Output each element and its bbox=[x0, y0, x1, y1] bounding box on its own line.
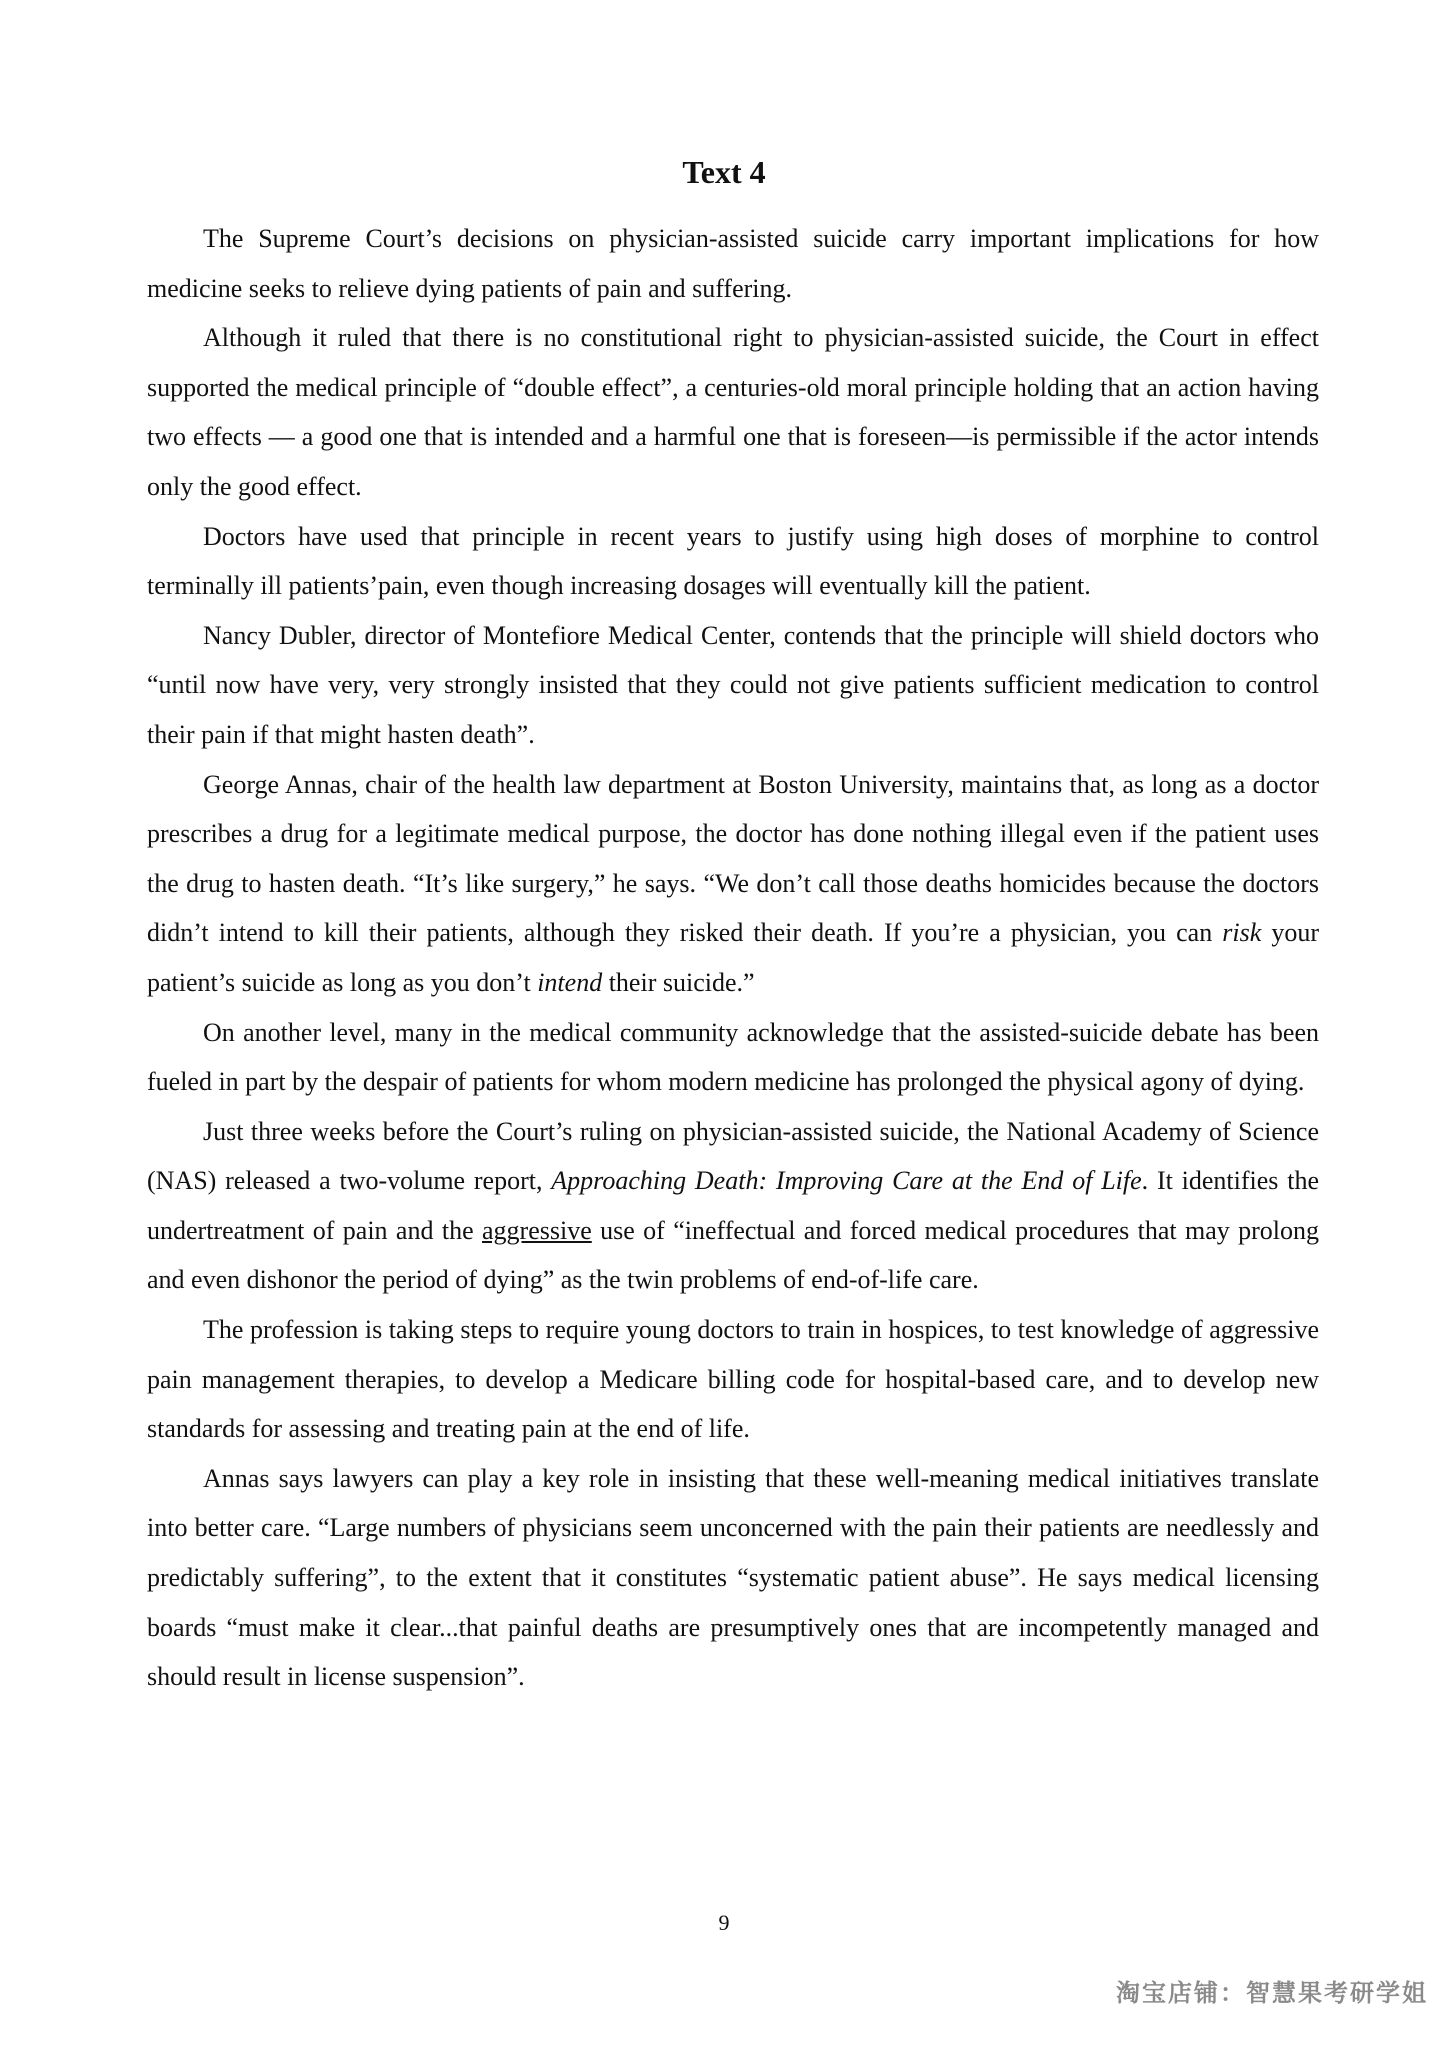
paragraph-8: The profession is taking steps to require young doctors to train in hospices, to test knowledge of aggressive pain management therapies, to develop a Medicare billing code for hospital-based care, and to develop new standards for assessing and treating pain at the end of life. bbox=[147, 1315, 1319, 1444]
paragraph-7-part-3: use of “ineffectual and forced medical procedures that may prolong and even dishonor the period of dying” as the twin problems of end-of-life care. bbox=[147, 1215, 1319, 1295]
shop-watermark: 淘宝店铺：智慧果考研学姐 bbox=[1116, 1979, 1428, 2007]
paragraph-7 bbox=[147, 1107, 1319, 1305]
paragraph-4: Nancy Dubler, director of Montefiore Medical Center, contends that the principle will shield doctors who “until now have very, very strongly insisted that they could not give patients sufficient medication to control their pain if that might hasten death”. bbox=[147, 620, 1319, 749]
paragraph-7-part-1: Just three weeks before the Court’s ruling on physician-assisted suicide, the National Academy of Science (NAS) released a two-volume report, bbox=[147, 1116, 1319, 1196]
paragraph-5-part-2: your patient’s suicide as long as you don’t bbox=[147, 918, 1319, 997]
paragraph-3: Doctors have used that principle in recent years to justify using high doses of morphine to control terminally ill patients’pain, even though increasing dosages will eventually kill the patient. bbox=[147, 521, 1319, 601]
page-number: 9 bbox=[718, 1910, 730, 1935]
page-title: Text 4 bbox=[682, 154, 766, 190]
italic-intend: intend bbox=[537, 967, 603, 997]
paragraph-9: Annas says lawyers can play a key role in insisting that these well-meaning medical initiatives translate into better care. “Large numbers of physicians seem unconcerned with the pain their patients are needlessly and predictably suffering”, to the extent that it constitutes “systematic patient abuse”. He says medical licensing boards “must make it clear...that painful deaths are presumptively ones that are incompetently managed and should result in license suspension”. bbox=[147, 1463, 1319, 1692]
paragraph-6: On another level, many in the medical community acknowledge that the assisted-suicide debate has been fueled in part by the despair of patients for whom modern medicine has prolonged the physical agony of dying. bbox=[147, 1017, 1319, 1097]
underlined-word-aggressive: aggressive bbox=[482, 1215, 592, 1245]
paragraph-7-part-2: . It identifies the undertreatment of pain and the bbox=[147, 1166, 1319, 1245]
italic-risk: risk bbox=[1222, 918, 1262, 948]
paragraph-5 bbox=[147, 760, 1319, 1008]
paragraph-2: Although it ruled that there is no constitutional right to physician-assisted suicide, the Court in effect supported the medical principle of “double effect”, a centuries-old moral principle holding that an action having two effects — a good one that is intended and a harmful one that is foreseen—is permissible if the actor intends only the good effect. bbox=[147, 323, 1319, 501]
report-title: Approaching Death: Improving Care at the End of Life bbox=[551, 1166, 1142, 1196]
paragraph-5-part-1: George Annas, chair of the health law department at Boston University, maintains that, as long as a doctor prescribes a drug for a legitimate medical purpose, the doctor has done nothing illegal even if the patient uses the drug to hasten death. “It’s like surgery,” he says. “We don’t call those deaths homicides because the doctors didn’t intend to kill their patients, although they risked their death. If you’re a physician, you can bbox=[147, 769, 1319, 948]
paragraph-1: The Supreme Court’s decisions on physician-assisted suicide carry important implications for how medicine seeks to relieve dying patients of pain and suffering. bbox=[147, 224, 1319, 303]
article-body bbox=[147, 214, 1319, 1702]
paragraph-5-part-3: their suicide.” bbox=[602, 967, 755, 997]
